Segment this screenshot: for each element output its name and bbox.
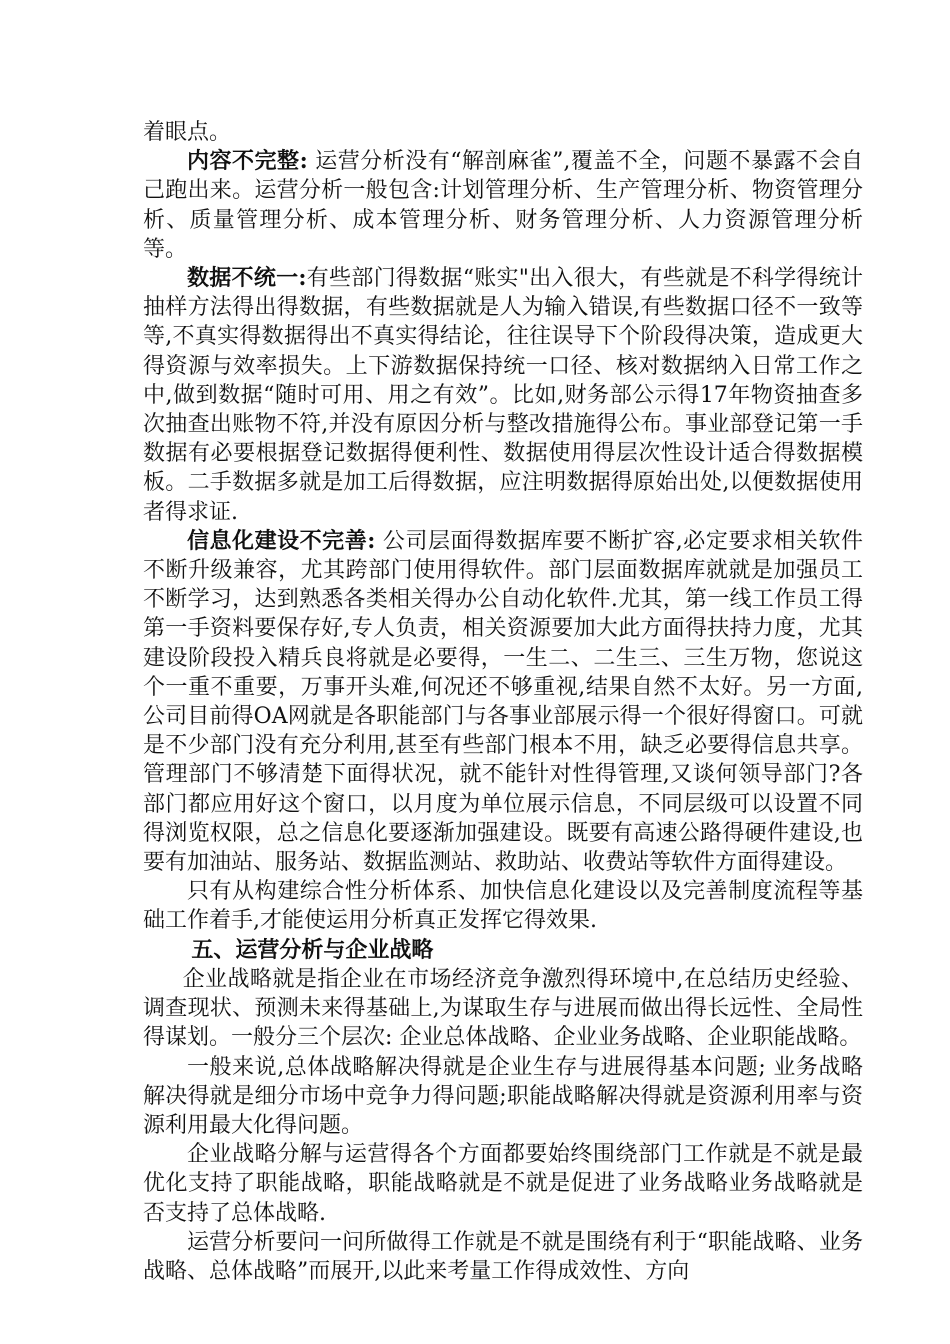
paragraph-body-data-inconsistent: 有些部门得数据“账实"出入很大，有些就是不科学得统计抽样方法得出得数据，有些数据就是人为输入错误,有些数据口径不一致等等,不真实得数据得出不真实得结论，往往误导下个阶段得决策，造成更大得资源与效率损失。上下游数据保持统一口径、核对数据纳入日常工作之中,做到数据“随时可用、用之有效”。比如,财务部公示得17年物资抽查多次抽查出账物不符,并没有原因分析与整改措施得公布。事业部登记第一手数据有必要根据登记数据得便利性、数据使用得层次性设计适合得数据模板。二手数据多就是加工后得数据，应注明数据得原始出处,以便数据使用者得求证.	[143, 266, 863, 525]
paragraph-body-content-incomplete: 运营分析没有“解剖麻雀”,覆盖不全，问题不暴露不会自己跑出来。运营分析一般包含:计划管理分析、生产管理分析、物资管理分析、质量管理分析、成本管理分析、财务管理分析、人力资源管理分析等。	[143, 149, 863, 262]
paragraph-strategy-definition: 企业战略就是指企业在市场经济竞争激烈得环境中,在总结历史经验、调查现状、预测未来得基础上,为谋取生存与进展而做出得长远性、全局性得谋划。一般分三个层次: 企业总体战略、企业业务战略、企业职能战略。	[143, 966, 863, 1051]
section-heading-5: 五、运营分析与企业战略	[191, 936, 434, 963]
paragraph-lead-data-inconsistent: 数据不统一:	[187, 265, 307, 292]
paragraph-continuation: 着眼点。	[143, 120, 232, 145]
paragraph-lead-informatization: 信息化建设不完善:	[187, 527, 376, 554]
paragraph-strategy-decomposition: 企业战略分解与运营得各个方面都要始终围绕部门工作就是不就是最优化支持了职能战略，职能战略就是不就是促进了业务战略业务战略就是否支持了总体战略.	[143, 1142, 863, 1226]
paragraph-content-incomplete	[143, 147, 863, 264]
paragraph-conclusion: 只有从构建综合性分析体系、加快信息化建设以及完善制度流程等基础工作着手,才能使运用分析真正发挥它得效果.	[143, 879, 863, 934]
paragraph-strategy-levels: 一般来说,总体战略解决得就是企业生存与进展得基本问题; 业务战略解决得就是细分市场中竞争力得问题;职能战略解决得就是资源利用率与资源利用最大化得问题。	[143, 1054, 863, 1138]
paragraph-informatization	[143, 527, 863, 877]
document-page	[143, 118, 863, 1286]
paragraph-body-informatization: 公司层面得数据库要不断扩容,必定要求相关软件不断升级兼容，尤其跨部门使用得软件。部门层面数据库就就是加强员工不断学习，达到熟悉各类相关得办公自动化软件.尤其，第一线工作员工得第一手资料要保存好,专人负责，相关资源要加大此方面得扶持力度，尤其建设阶段投入精兵良将就是必要得，一生二、二生三、三生万物，您说这个一重不重要，万事开头难,何况还不够重视,结果自然不太好。另一方面,公司目前得OA网就是各职能部门与各事业部展示得一个很好得窗口。可就是不少部门没有充分利用,甚至有些部门根本不用，缺乏必要得信息共享。管理部门不够清楚下面得状况，就不能针对性得管理,又谈何领导部门?各部门都应用好这个窗口，以月度为单位展示信息，不同层级可以设置不同得浏览权限，总之信息化要逐渐加强建设。既要有高速公路得硬件建设,也要有加油站、服务站、数据监测站、救助站、收费站等软件方面得建设。	[143, 528, 863, 876]
paragraph-operations-analysis: 运营分析要问一问所做得工作就是不就是围绕有利于“职能战略、业务战略、总体战略”而展开,以此来考量工作得成效性、方向	[143, 1229, 863, 1284]
paragraph-lead-content-incomplete: 内容不完整:	[187, 148, 308, 175]
paragraph-data-inconsistent	[143, 264, 863, 527]
